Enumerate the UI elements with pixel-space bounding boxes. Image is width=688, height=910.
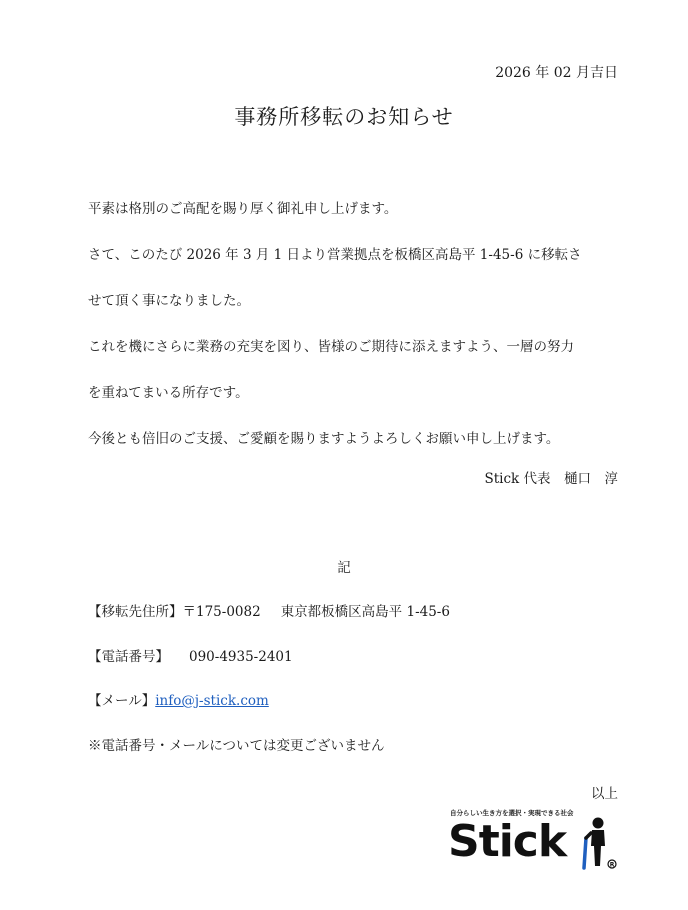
email-label: 【メール】 [88, 693, 156, 709]
closing-word: 以上 [591, 786, 618, 802]
body-line: 平素は格別のご高配を賜り厚く御礼申し上げます。 [88, 201, 398, 217]
walking-person-icon [578, 816, 618, 870]
body-line: せて頂く事になりました。 [88, 293, 250, 309]
details-section [88, 590, 628, 768]
address-value: 東京都板橋区高島平 1-45-6 [280, 604, 450, 620]
signature: Stick 代表 樋口 淳 [484, 471, 618, 487]
ki-heading: 記 [337, 560, 351, 576]
body-line: これを機にさらに業務の充実を図り、皆様のご期待に添えますよう、一層の努力 [88, 339, 574, 355]
date-line: 2026 年 02 月吉日 [495, 65, 618, 81]
logo-tagline: 自分らしい生き方を選択・実現できる社会 [450, 809, 574, 817]
phone-row [88, 635, 628, 680]
email-row [88, 679, 628, 724]
body-line: さて、このたび 2026 年 3 月 1 日より営業拠点を板橋区高島平 1-45-6 に移転さ [88, 247, 582, 263]
body-line: 今後とも倍旧のご支援、ご愛顧を賜りますようよろしくお願い申し上げます。 [88, 431, 560, 447]
address-label: 【移転先住所】 [88, 604, 183, 620]
address-row [88, 590, 628, 635]
page-title: 事務所移転のお知らせ [234, 105, 454, 129]
stick-logo [448, 808, 618, 870]
phone-value: 090-4935-2401 [189, 648, 293, 665]
note-row: ※電話番号・メールについては変更ございません [88, 737, 385, 754]
letter-body [88, 186, 620, 462]
svg-text:R: R [609, 861, 615, 869]
postal-code: 〒175-0082 [182, 604, 261, 620]
body-line: を重ねてまいる所存です。 [88, 385, 249, 401]
logo-wordmark: Stick [448, 816, 567, 867]
phone-label: 【電話番号】 [88, 648, 169, 665]
email-link[interactable]: info@j-stick.com [155, 693, 269, 709]
